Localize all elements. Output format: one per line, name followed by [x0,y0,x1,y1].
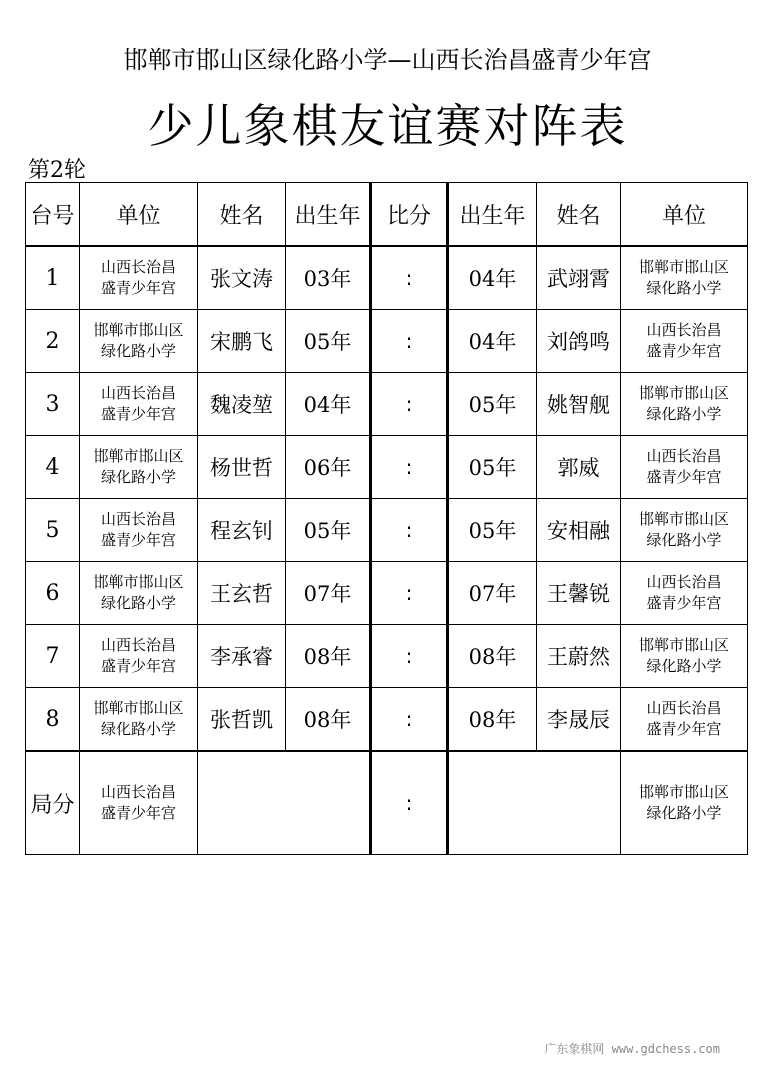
document-title: 少儿象棋友谊赛对阵表 [147,99,628,153]
year-left: 07年 [286,562,371,625]
header-unit-left: 单位 [80,183,198,247]
unit-right-line1: 邯郸市邯山区 [638,384,729,402]
unit-left-line1: 邯郸市邯山区 [93,699,184,717]
unit-right-line2: 盛青少年宫 [646,342,722,360]
unit-right [621,499,748,562]
unit-left-line1: 邯郸市邯山区 [93,573,184,591]
score-cell[interactable]: : [371,625,448,688]
pairing-table [25,182,748,855]
player-left: 程玄钊 [198,499,286,562]
year-left: 04年 [286,373,371,436]
score-cell[interactable]: : [371,499,448,562]
header-year-right: 出生年 [448,183,537,247]
unit-left-line1: 山西长治昌 [100,636,176,654]
player-right: 王馨锐 [537,562,621,625]
table-row [26,625,748,688]
player-left: 宋鹏飞 [198,310,286,373]
unit-left-line1: 山西长治昌 [100,258,176,276]
table-row [26,246,748,310]
score-cell[interactable]: : [371,246,448,310]
unit-left [80,373,198,436]
player-right: 李晟辰 [537,688,621,752]
board-number: 1 [26,246,80,310]
unit-right-line1: 山西长治昌 [646,573,722,591]
header-name-right: 姓名 [537,183,621,247]
board-number: 3 [26,373,80,436]
unit-right-line2: 盛青少年宫 [646,720,722,738]
table-row [26,688,748,752]
unit-right-line2: 盛青少年宫 [646,594,722,612]
unit-left [80,688,198,752]
total-blank-left [198,751,371,855]
unit-left-line2: 绿化路小学 [100,720,176,738]
total-unit-right-line2: 绿化路小学 [646,804,722,822]
player-right: 王蔚然 [537,625,621,688]
unit-right-line1: 邯郸市邯山区 [638,258,729,276]
header-board: 台号 [26,183,80,247]
unit-left [80,246,198,310]
year-left: 05年 [286,499,371,562]
header-unit-right: 单位 [621,183,748,247]
unit-right-line2: 绿化路小学 [646,279,722,297]
year-right: 08年 [448,688,537,752]
unit-left-line2: 绿化路小学 [100,468,176,486]
board-number: 7 [26,625,80,688]
total-unit-left-line2: 盛青少年宫 [100,804,176,822]
year-left: 03年 [286,246,371,310]
total-unit-right-line1: 邯郸市邯山区 [638,783,729,801]
board-number: 8 [26,688,80,752]
unit-right-line2: 绿化路小学 [646,657,722,675]
total-label: 局分 [26,751,80,855]
year-left: 06年 [286,436,371,499]
document-subtitle: 邯郸市邯山区绿化路小学—山西长治昌盛青少年宫 [123,46,652,74]
round-label: 第2轮 [28,158,86,183]
board-number: 5 [26,499,80,562]
unit-right [621,246,748,310]
unit-left-line2: 绿化路小学 [100,594,176,612]
player-right: 姚智舰 [537,373,621,436]
total-unit-left [80,751,198,855]
unit-left-line1: 邯郸市邯山区 [93,321,184,339]
year-right: 07年 [448,562,537,625]
unit-right [621,373,748,436]
unit-left [80,499,198,562]
unit-right [621,625,748,688]
total-score-cell[interactable]: : [371,751,448,855]
year-left: 08年 [286,688,371,752]
table-row [26,562,748,625]
player-left: 杨世哲 [198,436,286,499]
player-left: 魏凌堃 [198,373,286,436]
header-score: 比分 [371,183,448,247]
unit-left-line1: 山西长治昌 [100,510,176,528]
total-row [26,751,748,855]
year-right: 05年 [448,436,537,499]
score-cell[interactable]: : [371,373,448,436]
year-right: 05年 [448,373,537,436]
unit-right-line2: 盛青少年宫 [646,468,722,486]
year-left: 05年 [286,310,371,373]
unit-right [621,436,748,499]
score-cell[interactable]: : [371,562,448,625]
player-left: 张文涛 [198,246,286,310]
player-left: 李承睿 [198,625,286,688]
year-right: 04年 [448,246,537,310]
table-row [26,499,748,562]
header-row [26,183,748,247]
header-name-left: 姓名 [198,183,286,247]
unit-left [80,625,198,688]
table-row [26,310,748,373]
unit-right-line1: 山西长治昌 [646,447,722,465]
total-unit-left-line1: 山西长治昌 [100,783,176,801]
player-right: 郭威 [537,436,621,499]
total-blank-right [448,751,621,855]
year-right: 04年 [448,310,537,373]
unit-right [621,310,748,373]
unit-left [80,436,198,499]
score-cell[interactable]: : [371,436,448,499]
unit-right [621,562,748,625]
header-year-left: 出生年 [286,183,371,247]
unit-left-line2: 盛青少年宫 [100,657,176,675]
unit-left [80,310,198,373]
unit-left-line1: 山西长治昌 [100,384,176,402]
unit-left-line2: 盛青少年宫 [100,405,176,423]
board-number: 6 [26,562,80,625]
player-left: 王玄哲 [198,562,286,625]
year-right: 08年 [448,625,537,688]
player-right: 刘鸽鸣 [537,310,621,373]
unit-right-line2: 绿化路小学 [646,531,722,549]
table-row [26,436,748,499]
unit-right-line1: 邯郸市邯山区 [638,636,729,654]
player-right: 武翊霄 [537,246,621,310]
unit-left-line1: 邯郸市邯山区 [93,447,184,465]
total-unit-right [621,751,748,855]
score-cell[interactable]: : [371,310,448,373]
player-left: 张哲凯 [198,688,286,752]
unit-right-line1: 山西长治昌 [646,321,722,339]
unit-right-line1: 邯郸市邯山区 [638,510,729,528]
unit-left [80,562,198,625]
year-right: 05年 [448,499,537,562]
unit-left-line2: 绿化路小学 [100,342,176,360]
unit-right [621,688,748,752]
board-number: 2 [26,310,80,373]
unit-right-line2: 绿化路小学 [646,405,722,423]
watermark-footer: 广东象棋网 www.gdchess.com [544,1042,720,1056]
unit-right-line1: 山西长治昌 [646,699,722,717]
table-row [26,373,748,436]
board-number: 4 [26,436,80,499]
unit-left-line2: 盛青少年宫 [100,279,176,297]
unit-left-line2: 盛青少年宫 [100,531,176,549]
player-right: 安相融 [537,499,621,562]
year-left: 08年 [286,625,371,688]
score-cell[interactable]: : [371,688,448,752]
